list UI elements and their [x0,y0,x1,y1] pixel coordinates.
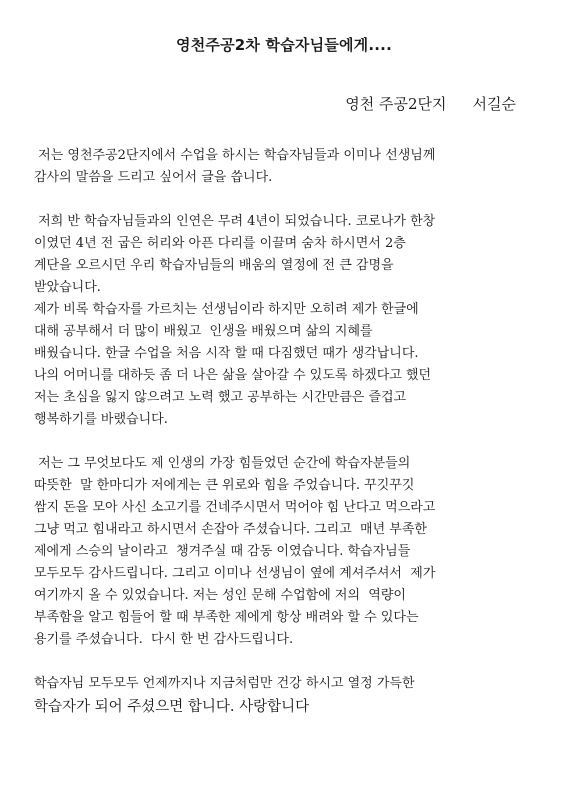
paragraph-line: 감사의 말씀을 드리고 싶어서 글을 씁니다. [34,170,273,185]
paragraph-line: 학습자님 모두모두 언제까지나 지금처럼만 건강 하시고 열정 가득한 [34,676,415,691]
paragraph-line: 쌈지 돈을 모아 사신 소고기를 건네주시면서 먹어야 힘 난다고 먹으라고 [34,500,436,515]
paragraph-line: 저는 초심을 잃지 않으려고 노력 했고 공부하는 시간만큼은 즐겁고 [34,390,407,405]
letter-body [34,145,544,719]
author-name: 서길순 [472,95,516,113]
paragraph-line: 대해 공부해서 더 많이 배웠고 인생을 배웠으며 삶의 지혜를 [34,324,373,339]
paragraph-line: 배웠습니다. 한글 수업을 처음 시작 할 때 다짐했던 때가 생각납니다. [34,346,419,361]
paragraph-line: 저는 그 무엇보다도 제 인생의 가장 힘들었던 순간에 학습자분들의 [34,456,411,471]
document-title: 영천주공2차 학습자님들에게.... [176,36,392,54]
paragraph-line: 받았습니다. [34,280,101,295]
paragraph-line: 저는 영천주공2단지에서 수업을 하시는 학습자님들과 이미나 선생님께 [34,148,436,163]
paragraph-line: 제가 비록 학습자를 가르치는 선생님이라 하지만 오히려 제가 한글에 [34,302,419,317]
paragraph-line: 모두모두 감사드립니다. 그리고 이미나 선생님이 옆에 계셔주셔서 제가 [34,566,436,581]
paragraph-line: 저희 반 학습자님들과의 인연은 무려 4년이 되었습니다. 코로나가 한창 [34,214,436,229]
paragraph-line: 계단을 오르시던 우리 학습자님들의 배움의 열정에 전 큰 감명을 [34,258,394,273]
paragraph-line: 학습자가 되어 주셨으면 합니다. 사랑합니다 [34,699,310,715]
paragraph-line: 부족함을 알고 힘들어 할 때 부족한 제에게 항상 배려와 할 수 있다는 [34,610,419,625]
author-line [345,93,516,114]
paragraph-line: 따뜻한 말 한마디가 저에게는 큰 위로와 힘을 주었습니다. 꾸깃꾸깃 [34,478,415,493]
author-place: 영천 주공2단지 [345,95,447,113]
paragraph-line: 나의 어머니를 대하듯 좀 더 나은 삶을 살아갈 수 있도록 하겠다고 했던 [34,368,432,383]
paragraph-line: 이였던 4년 전 굽은 허리와 아픈 다리를 이끌며 숨차 하시면서 2층 [34,236,406,251]
paragraph-line: 여기까지 올 수 있었습니다. 저는 성인 문해 수업함에 저의 역량이 [34,588,406,603]
paragraph-line: 제에게 스승의 날이라고 챙겨주실 때 감동 이였습니다. 학습자님들 [34,544,411,559]
paragraph-line: 그냥 먹고 힘내라고 하시면서 손잡아 주셨습니다. 그리고 매년 부족한 [34,522,427,537]
paragraph-line: 용기를 주셨습니다. 다시 한 번 감사드립니다. [34,632,294,647]
paragraph-line: 행복하기를 바랬습니다. [34,412,168,427]
